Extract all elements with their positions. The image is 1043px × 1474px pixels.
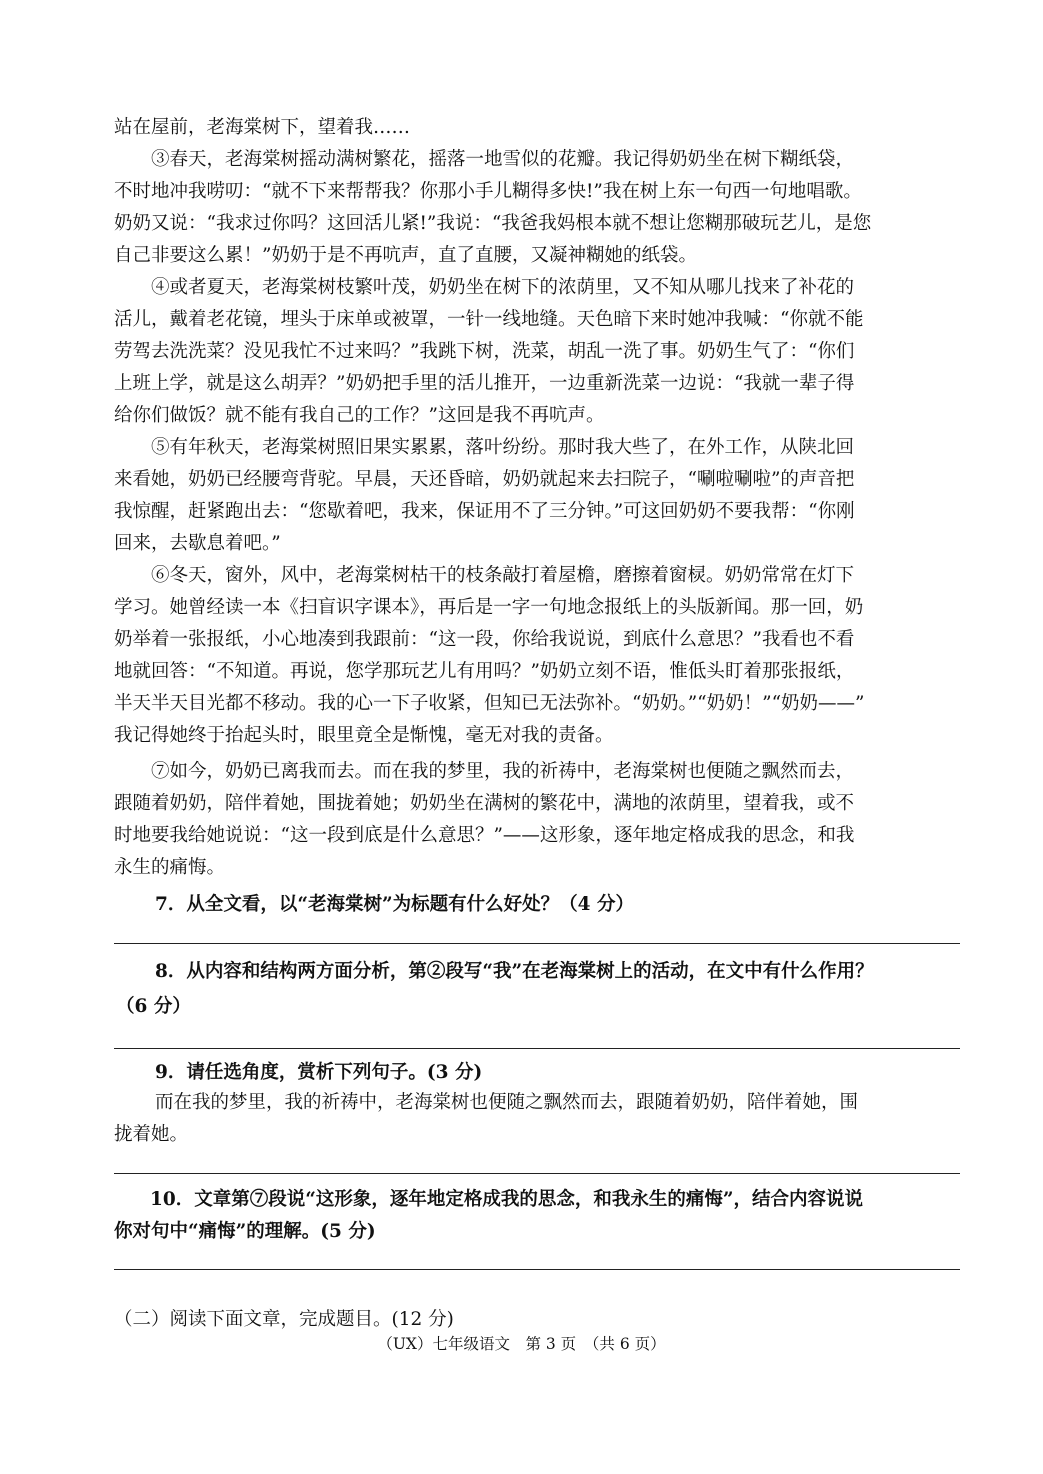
article-line: ⑤有年秋天，老海棠树照旧果实累累，落叶纷纷。那时我大些了，在外工作，从陕北回 <box>151 437 855 458</box>
article-line: 来看她，奶奶已经腰弯背驼。早晨，天还昏暗，奶奶就起来去扫院子，“唰啦唰啦”的声音把 <box>114 469 855 490</box>
question-9-quote: 拢着她。 <box>114 1124 189 1145</box>
article-line: 回来，去歇息着吧。” <box>114 533 281 554</box>
article-line: 地就回答：“不知道。再说，您学那玩艺儿有用吗？”奶奶立刻不语，惟低头盯着那张报纸， <box>114 661 855 682</box>
question-10-points: 你对句中“痛悔”的理解。(5 分) <box>114 1221 376 1242</box>
article-line: 时地要我给她说说：“这一段到底是什么意思？”——这形象，逐年地定格成我的思念，和我 <box>114 825 855 846</box>
question-7: 7．从全文看，以“老海棠树”为标题有什么好处？（4 分） <box>155 894 634 915</box>
article-line: 自己非要这么累！”奶奶于是不再吭声，直了直腰，又凝神糊她的纸袋。 <box>114 245 697 266</box>
article-line: ⑦如今，奶奶已离我而去。而在我的梦里，我的祈祷中，老海棠树也便随之飘然而去， <box>151 761 855 782</box>
answer-line-7[interactable] <box>114 943 960 944</box>
article-line: ④或者夏天，老海棠树枝繁叶茂，奶奶坐在树下的浓荫里，又不知从哪儿找来了补花的 <box>151 277 855 298</box>
question-8: 8．从内容和结构两方面分析，第②段写“我”在老海棠树上的活动，在文中有什么作用？ <box>155 961 874 982</box>
question-10: 10．文章第⑦段说“这形象，逐年地定格成我的思念，和我永生的痛悔”，结合内容说说 <box>150 1189 864 1210</box>
article-line: 奶举着一张报纸，小心地凑到我跟前：“这一段，你给我说说，到底什么意思？”我看也不看 <box>114 629 855 650</box>
answer-line-9[interactable] <box>114 1173 960 1174</box>
answer-line-10[interactable] <box>114 1269 960 1270</box>
article-line: 学习。她曾经读一本《扫盲识字课本》，再后是一字一句地念报纸上的头版新闻。那一回，奶 <box>114 597 864 618</box>
answer-line-8[interactable] <box>114 1048 960 1049</box>
article-line: 劳驾去洗洗菜？没见我忙不过来吗？”我跳下树，洗菜，胡乱一洗了事。奶奶生气了：“你们 <box>114 341 855 362</box>
article-line: 永生的痛悔。 <box>114 857 226 878</box>
question-9: 9．请任选角度，赏析下列句子。(3 分) <box>155 1062 483 1083</box>
article-line: 我记得她终于抬起头时，眼里竟全是惭愧，毫无对我的责备。 <box>114 725 614 746</box>
article-line: 活儿，戴着老花镜，埋头于床单或被罩，一针一线地缝。天色暗下来时她冲我喊：“你就不能 <box>114 309 864 330</box>
article-line: 站在屋前，老海棠树下，望着我…… <box>114 117 411 138</box>
article-line: 奶奶又说：“我求过你吗？这回活儿紧!”我说：“我爸我妈根本就不想让您糊那破玩艺儿，是您 <box>114 213 872 234</box>
question-8-points: （6 分） <box>116 996 191 1017</box>
article-line: ③春天，老海棠树摇动满树繁花，摇落一地雪似的花瓣。我记得奶奶坐在树下糊纸袋， <box>151 149 855 170</box>
article-line: ⑥冬天，窗外，风中，老海棠树枯干的枝条敲打着屋檐，磨擦着窗棂。奶奶常常在灯下 <box>151 565 855 586</box>
article-line: 不时地冲我唠叨：“就不下来帮帮我？你那小手儿糊得多快!”我在树上东一句西一句地唱歌。 <box>114 181 862 202</box>
article-line: 半天半天目光都不移动。我的心一下子收紧，但知已无法弥补。“奶奶。”“奶奶！”“奶奶——” <box>114 693 865 714</box>
page-footer: （UX）七年级语文 第 3 页 （共 6 页） <box>377 1335 666 1353</box>
article-line: 给你们做饭？就不能有我自己的工作？”这回是我不再吭声。 <box>114 405 605 426</box>
article-line: 上班上学，就是这么胡弄？”奶奶把手里的活儿推开，一边重新洗菜一边说：“我就一辈子得 <box>114 373 855 394</box>
article-line: 跟随着奶奶，陪伴着她，围拢着她；奶奶坐在满树的繁花中，满地的浓荫里，望着我，或不 <box>114 793 855 814</box>
question-9-quote: 而在我的梦里，我的祈祷中，老海棠树也便随之飘然而去，跟随着奶奶，陪伴着她，围 <box>155 1092 859 1113</box>
section-2-heading: （二）阅读下面文章，完成题目。(12 分) <box>114 1309 454 1330</box>
article-line: 我惊醒，赶紧跑出去：“您歇着吧，我来，保证用不了三分钟。”可这回奶奶不要我帮：“你刚 <box>114 501 855 522</box>
